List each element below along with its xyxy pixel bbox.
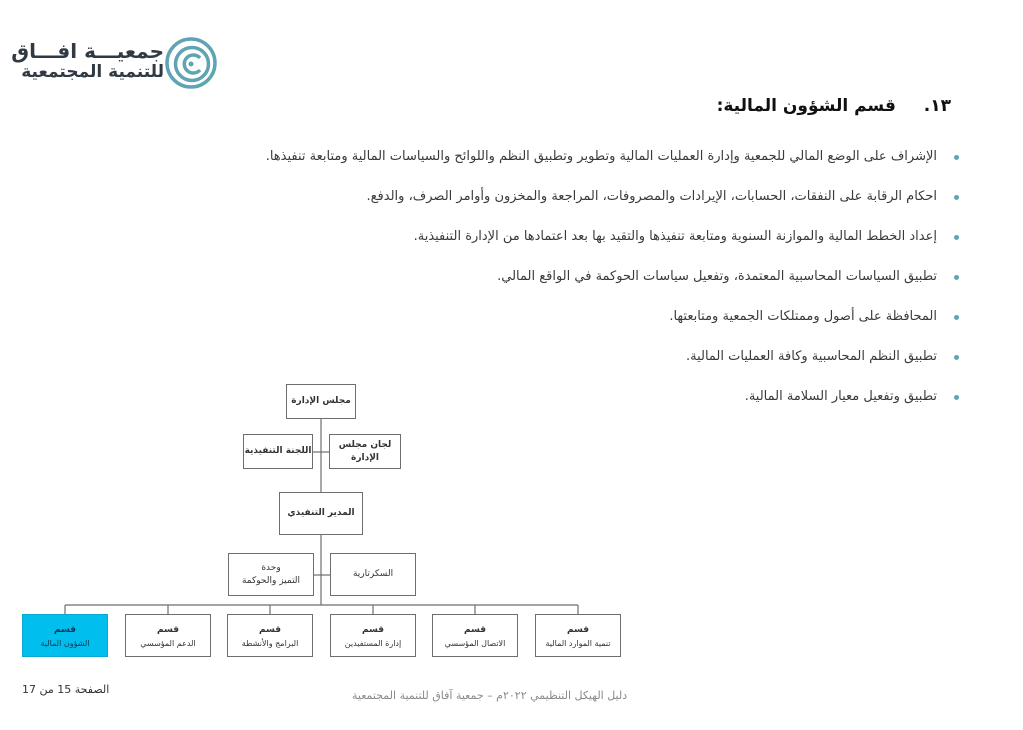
department-institutional-support-box: [125, 614, 211, 657]
footer-text: دليل الهيكل التنظيمي ٢٠٢٢م – جمعية آفاق للتنمية المجتمعية: [352, 689, 628, 702]
board-of-directors-box: مجلس الإدارة: [286, 384, 356, 419]
secretariat-box: السكرتارية: [330, 553, 416, 596]
department-programs-activities-box: [227, 614, 313, 657]
department-resource-development-box: [535, 614, 621, 657]
list-item-text: تطبيق وتفعيل معيار السلامة المالية.: [744, 389, 937, 404]
board-committees-line2: الإدارة: [351, 452, 379, 463]
excellence-unit-line1: وحدة: [261, 562, 281, 573]
department-line1: قسم: [361, 624, 385, 635]
department-line2: الشؤون المالية: [40, 638, 90, 648]
logo-name-line2: للتنمية المجتمعية: [21, 62, 164, 82]
executive-director-box: المدير التنفيذي: [279, 492, 363, 535]
department-line1: قسم: [258, 624, 282, 635]
department-line2: البرامج والأنشطة: [241, 638, 299, 648]
list-item-text: إعداد الخطط المالية والموازنة السنوية ومتابعة تنفيذها والتقيد بها بعد اعتمادها من الإدارة التنفيذية.: [413, 229, 937, 244]
logo-name-line1: جمعيـــة افـــاق: [11, 39, 164, 63]
department-line1: قسم: [463, 624, 487, 635]
department-line2: الدعم المؤسسي: [140, 638, 196, 648]
list-item-text: المحافظة على أصول وممتلكات الجمعية ومتابعتها.: [669, 309, 937, 324]
excellence-governance-unit-box: [228, 553, 314, 596]
department-line1: قسم: [53, 624, 77, 635]
department-line2: تنمية الموارد المالية: [545, 638, 611, 648]
list-item-text: احكام الرقابة على النفقات، الحسابات، الإيرادات والمصروفات، المراجعة والمخزون وأوامر الصرف، والدفع.: [366, 189, 937, 204]
executive-committee-box: اللجنة التنفيذية: [243, 434, 313, 469]
excellence-unit-line2: التميز والحوكمة: [241, 575, 301, 586]
department-financial-affairs-box: [22, 614, 108, 657]
department-beneficiaries-box: [330, 614, 416, 657]
list-item-text: تطبيق النظم المحاسبية وكافة العمليات المالية.: [685, 349, 937, 364]
department-line2: إدارة المستفيدين: [344, 638, 402, 648]
list-item-text: الإشراف على الوضع المالي للجمعية وإدارة العمليات المالية وتطوير وتطبيق النظم واللوائح والسياسات المالية ومتابعة تنفيذها.: [265, 149, 937, 164]
section-number: ١٣.: [923, 96, 951, 116]
department-corporate-communication-box: [432, 614, 518, 657]
page-number: الصفحة 15 من 17: [22, 683, 110, 696]
list-item-text: تطبيق السياسات المحاسبية المعتمدة، وتفعيل سياسات الحوكمة في الواقع المالي.: [497, 269, 937, 284]
section-title: قسم الشؤون المالية:: [716, 96, 896, 116]
department-line1: قسم: [156, 624, 180, 635]
board-committees-box: [329, 434, 401, 469]
board-committees-line1: لجان مجلس: [338, 439, 392, 450]
department-line2: الاتصال المؤسسي: [444, 638, 506, 648]
department-line1: قسم: [566, 624, 590, 635]
